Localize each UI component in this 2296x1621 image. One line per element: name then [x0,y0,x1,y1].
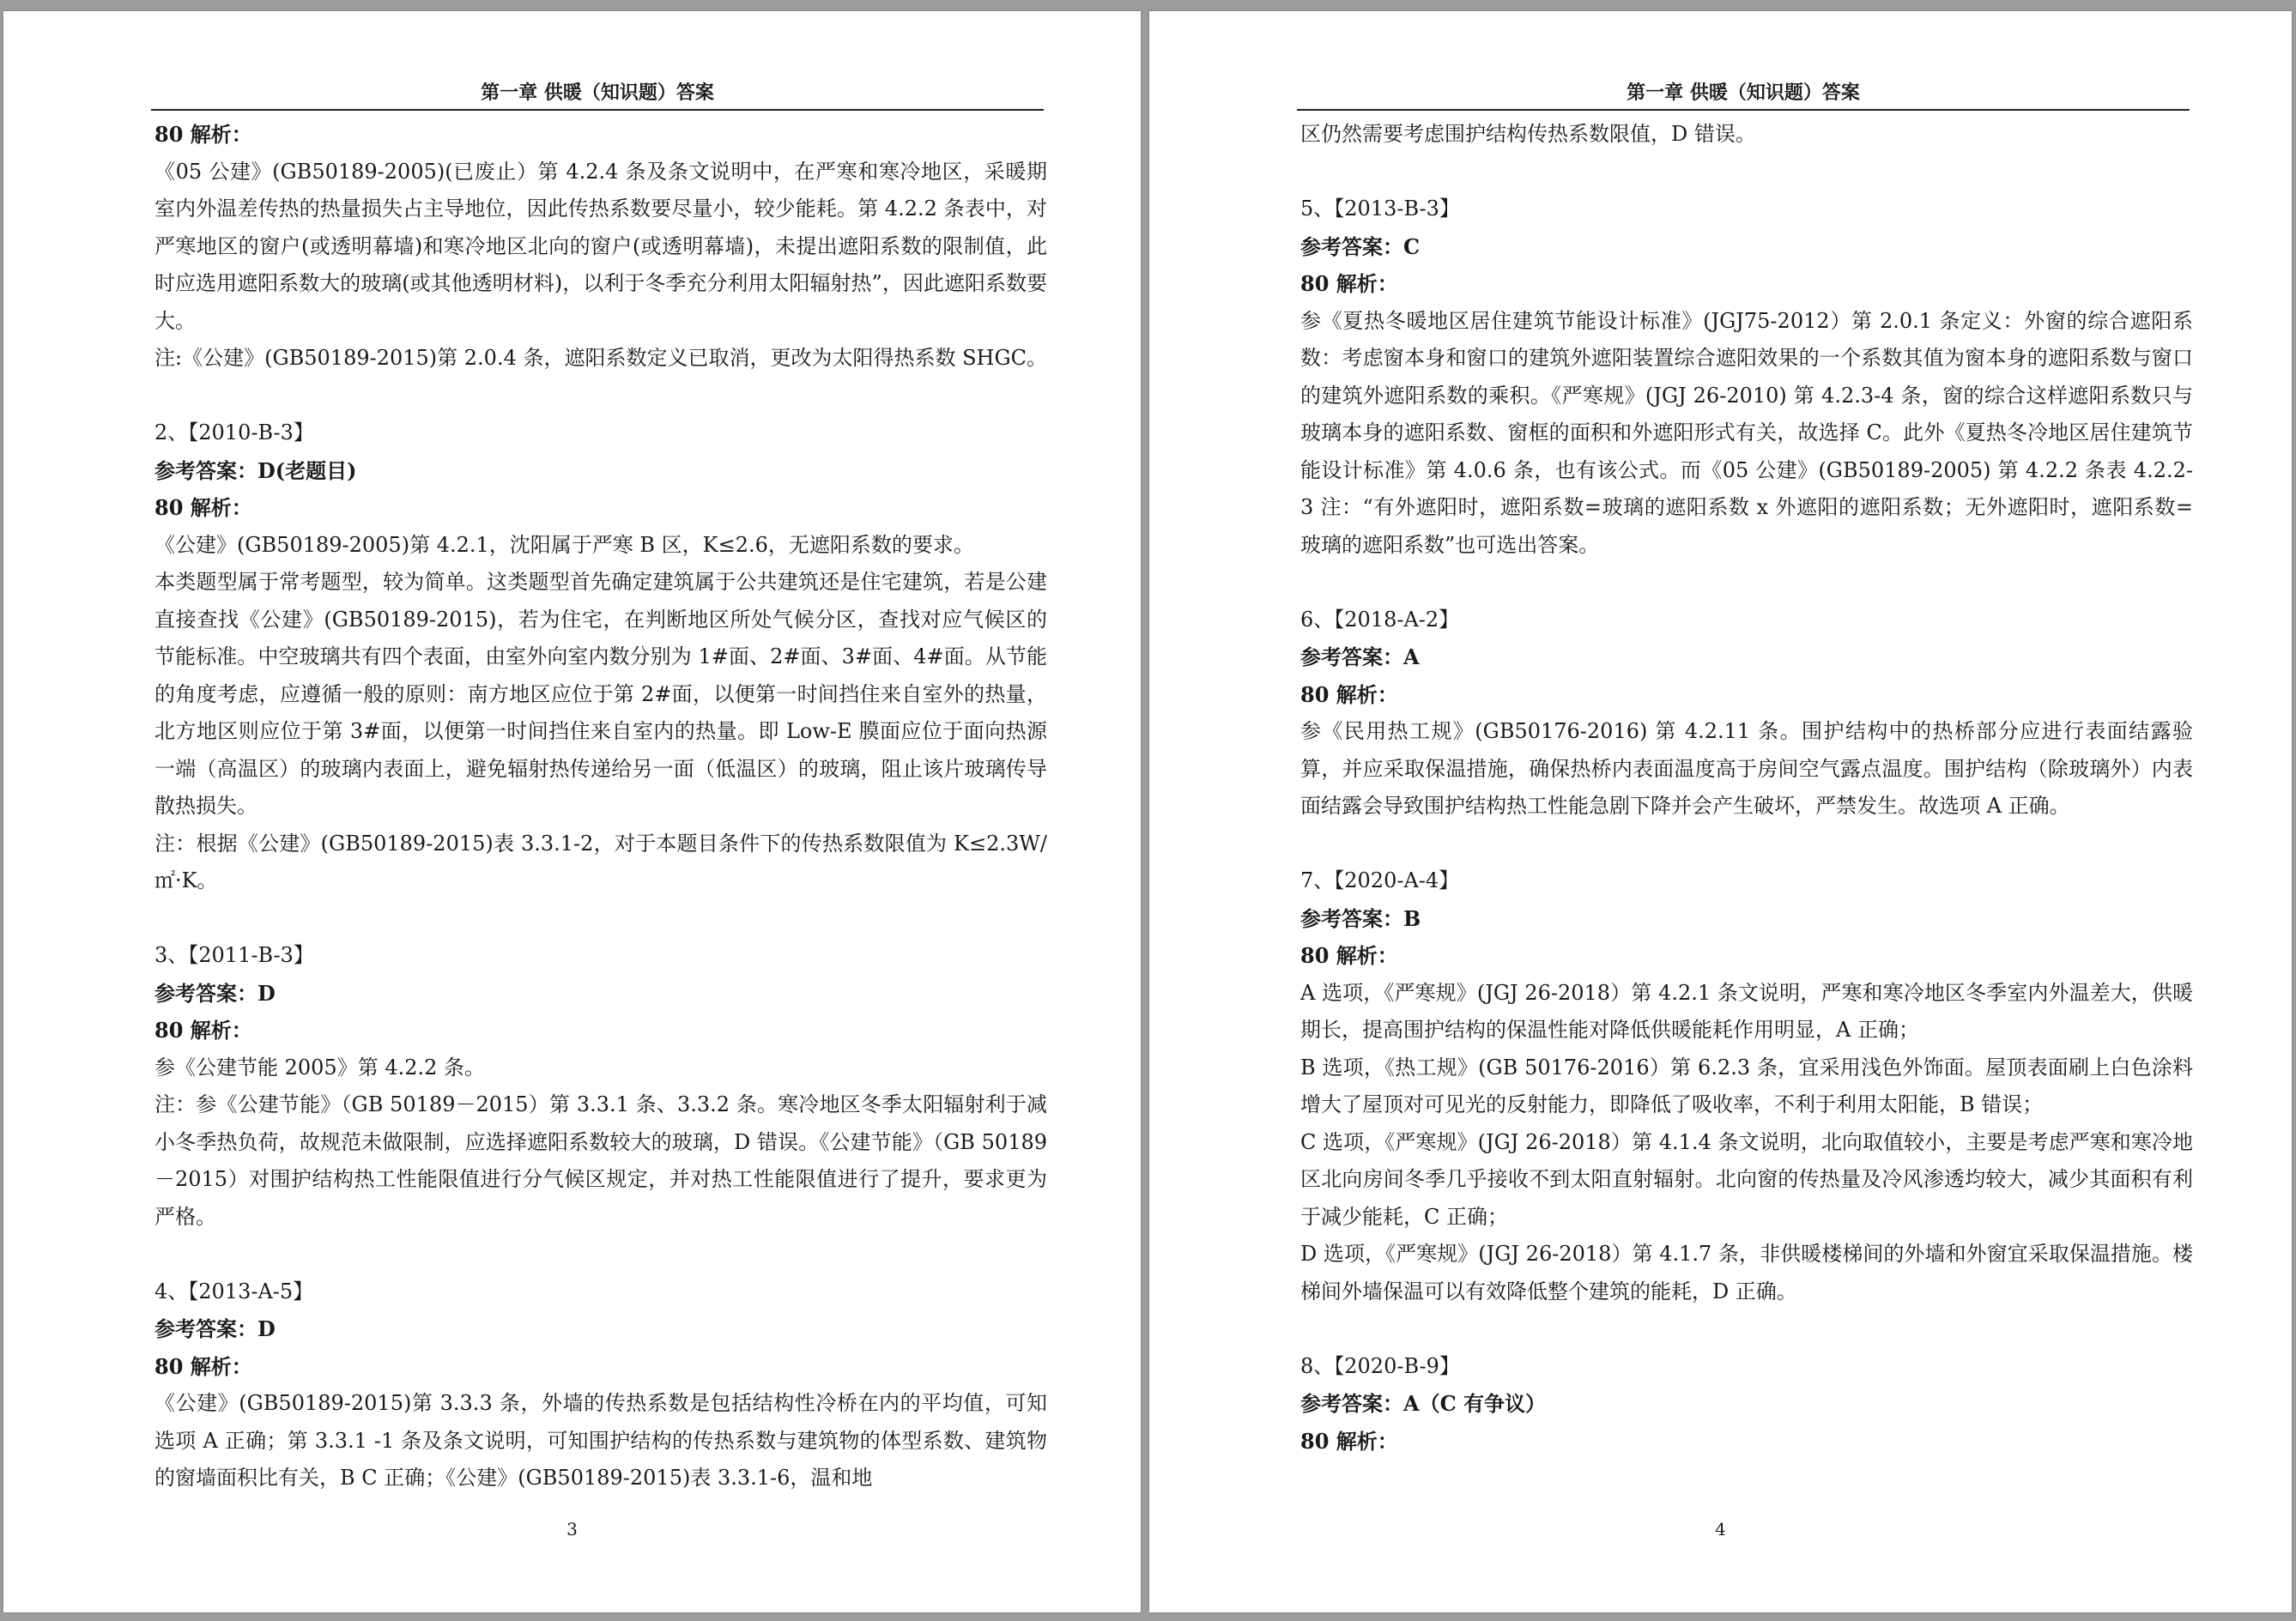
page-4 [1149,11,2292,1612]
answer-line: 参考答案：D [154,1316,276,1341]
question-heading: 2、【2010-B-3】 [154,420,314,445]
spacer [154,1236,1047,1273]
answer-line: 参考答案：D(老题目) [154,457,357,483]
option-paragraph: B 选项，《热工规》(GB 50176-2016）第 6.2.3 条，宜采用浅色外饰面。屋顶表面刷上白色涂料增大了屋顶对可见光的反射能力，即降低了吸收率，不利于利用太阳能，B 错误； [1300,1055,2193,1116]
paragraph: 参《公建节能 2005》第 4.2.2 条。 [154,1055,486,1080]
analysis-label: 80 解析： [154,1353,252,1379]
answer-line: 参考答案：B [1300,905,1421,931]
answer-line: 参考答案：D [154,980,276,1006]
analysis-label: 80 解析： [1300,1428,1398,1454]
option-paragraph: A 选项，《严寒规》(JGJ 26-2018）第 4.2.1 条文说明，严寒和寒冷地区冬季室内外温差大，供暖期长，提高围护结构的保温性能对降低供暖能耗作用明显，A 正确； [1300,980,2193,1042]
paragraph: 参《夏热冬暖地区居住建筑节能设计标准》(JGJ75-2012）第 2.0.1 条定义：外窗的综合遮阳系数：考虑窗本身和窗口的建筑外遮阳装置综合遮阳效果的一个系数其值为窗本身的遮阳系数与窗口的建筑外遮阳系数的乘积。《严寒规》(JGJ 26-2010) 第 4.2.3-4 条，窗的综合这样遮阳系数只与玻璃本身的遮阳系数、窗框的面积和外遮阳形式有关，故选择 C。此外《夏热冬冷地区居住建筑节能设计标准》第 4.0.6 条，也有该公式。而《05 公建》(GB50189-2005) 第 4.2.2 条表 4.2.2-3 注：“有外遮阳时，遮阳系数=玻璃的遮阳系数 x 外遮阳的遮阳系数；无外遮阳时，遮阳系数=玻璃的遮阳系数”也可选出答案。 [1300,308,2193,557]
page-body [154,116,1047,1497]
note-paragraph: 注:《公建》(GB50189-2015)第 2.0.4 条，遮阳系数定义已取消，更改为太阳得热系数 SHGC。 [154,346,1048,370]
spacer [1300,1310,2193,1348]
question-heading: 6、【2018-A-2】 [1300,607,1460,632]
page-header: 第一章 供暖（知识题）答案 [1297,71,2190,111]
question-heading: 8、【2020-B-9】 [1300,1353,1460,1378]
note-paragraph: 注：根据《公建》(GB50189-2015)表 3.3.1-2，对于本题目条件下的传热系数限值为 K≤2.3W/㎡·K。 [154,831,1047,892]
option-paragraph: D 选项，《严寒规》(JGJ 26-2018）第 4.1.7 条，非供暖楼梯间的外墙和外窗宜采取保温措施。楼梯间外墙保温可以有效降低整个建筑的能耗，D 正确。 [1300,1242,2193,1303]
page-header: 第一章 供暖（知识题）答案 [151,71,1044,111]
spacer [154,900,1047,938]
paragraph: 《公建》(GB50189-2005)第 4.2.1，沈阳属于严寒 B 区，K≤2.6，无遮阳系数的要求。 [154,532,974,557]
paragraph: 区仍然需要考虑围护结构传热系数限值，D 错误。 [1300,122,1756,146]
answer-line: 参考答案：A [1300,644,1420,669]
analysis-label: 80 解析： [154,1018,252,1043]
page-3 [3,11,1141,1612]
analysis-label: 80 解析： [1300,943,1398,968]
page-number: 4 [1715,1519,1726,1539]
paragraph: 本类题型属于常考题型，较为简单。这类题型首先确定建筑属于公共建筑还是住宅建筑，若是公建直接查找《公建》(GB50189-2015)，若为住宅，在判断地区所处气候分区，查找对应气候区的节能标准。中空玻璃共有四个表面，由室外向室内数分别为 1#面、2#面、3#面、4#面。从节能的角度考虑，应遵循一般的原则：南方地区应位于第 2#面，以便第一时间挡住来自室外的热量，北方地区则应位于第 3#面，以便第一时间挡住来自室内的热量。即 Low-E 膜面应位于面向热源一端（高温区）的玻璃内表面上，避免辐射热传递给另一面（低温区）的玻璃，阻止该片玻璃传导散热损失。 [154,570,1047,818]
question-heading: 7、【2020-A-4】 [1300,868,1460,892]
question-heading: 3、【2011-B-3】 [154,943,314,967]
analysis-label: 80 解析： [1300,271,1398,296]
analysis-label: 80 解析： [154,122,252,147]
paragraph: 参《民用热工规》(GB50176-2016) 第 4.2.11 条。围护结构中的热桥部分应进行表面结露验算，并应采取保温措施，确保热桥内表面温度高于房间空气露点温度。围护结构（除玻璃外）内表面结露会导致围护结构热工性能急剧下降并会产生破坏，严禁发生。故选项 A 正确。 [1300,719,2193,818]
question-heading: 5、【2013-B-3】 [1300,197,1460,221]
analysis-label: 80 解析： [154,495,252,520]
note-paragraph: 注：参《公建节能》（GB 50189－2015）第 3.3.1 条、3.3.2 条。寒冷地区冬季太阳辐射利于减小冬季热负荷，故规范未做限制，应选择遮阳系数较大的玻璃，D 错误。《公建节能》（GB 50189－2015）对围护结构热工性能限值进行分气候区规定，并对热工性能限值进行了提升，要求更为严格。 [154,1092,1047,1229]
spacer [1300,564,2193,602]
spacer [1300,154,2193,191]
answer-line: 参考答案：A（C 有争议） [1300,1391,1547,1416]
spacer [154,378,1047,415]
paragraph: 《05 公建》(GB50189-2005)(已废止）第 4.2.4 条及条文说明中，在严寒和寒冷地区，采暖期室内外温差传热的热量损失占主导地位，因此传热系数要尽量小，较少能耗。第 4.2.2 条表中，对严寒地区的窗户(或透明幕墙)和寒冷地区北向的窗户(或透明幕墙)，未提出遮阳系数的限制值，此时应选用遮阳系数大的玻璃(或其他透明材料)，以利于冬季充分利用太阳辐射热”，因此遮阳系数要大。 [154,159,1047,333]
question-heading: 4、【2013-A-5】 [154,1279,314,1303]
page-number: 3 [566,1519,578,1539]
paragraph: 《公建》(GB50189-2015)第 3.3.3 条，外墙的传热系数是包括结构性冷桥在内的平均值，可知选项 A 正确；第 3.3.1 -1 条及条文说明，可知围护结构的传热系数与建筑物的体型系数、建筑物的窗墙面积比有关，B C 正确；《公建》(GB50189-2015)表 3.3.1-6，温和地 [154,1391,1047,1490]
answer-line: 参考答案：C [1300,233,1421,259]
page-body [1300,116,2193,1460]
analysis-label: 80 解析： [1300,681,1398,707]
option-paragraph: C 选项，《严寒规》(JGJ 26-2018）第 4.1.4 条文说明，北向取值较小，主要是考虑严寒和寒冷地区北向房间冬季几乎接收不到太阳直射辐射。北向窗的传热量及冷风渗透均较大，减少其面积有利于减少能耗，C 正确； [1300,1129,2193,1229]
spacer [1300,826,2193,863]
